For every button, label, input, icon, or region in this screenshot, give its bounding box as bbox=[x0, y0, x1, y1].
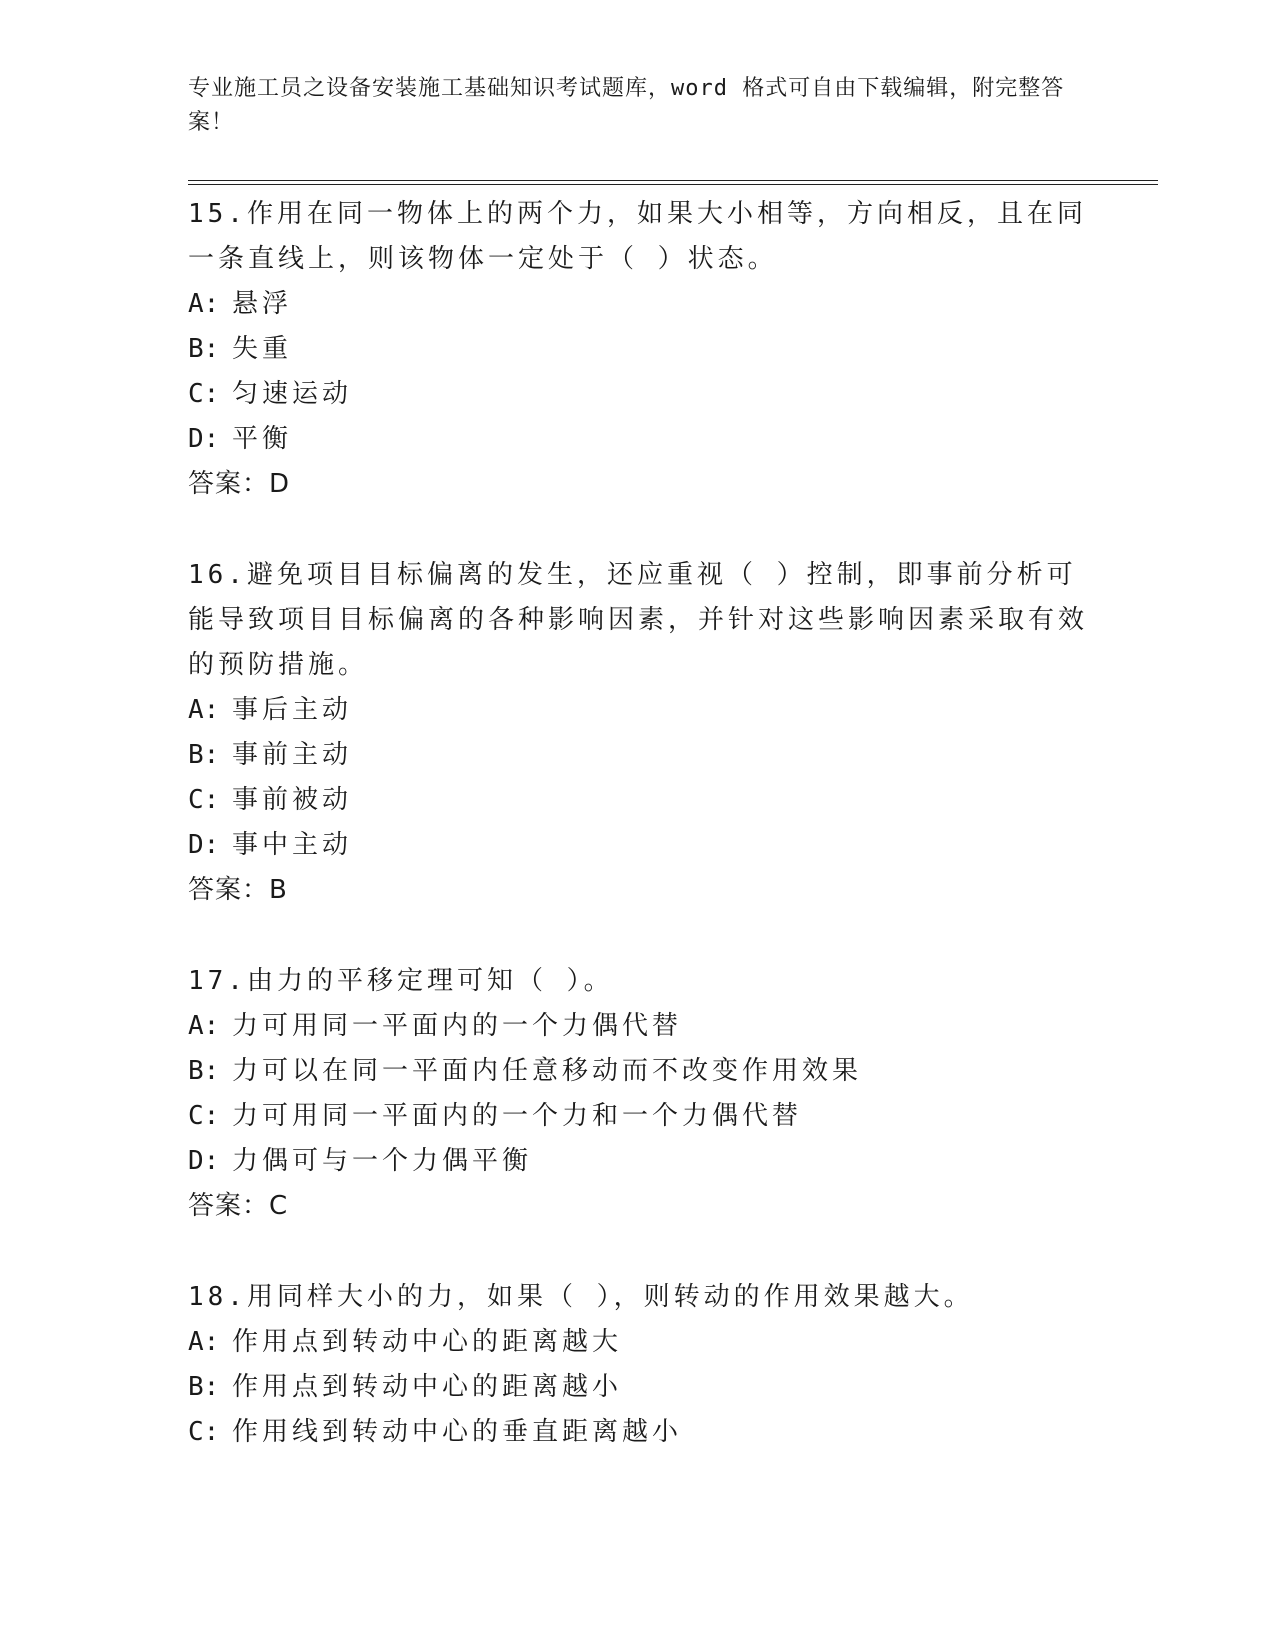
question-stem: 16.避免项目目标偏离的发生，还应重视（ ）控制，即事前分析可能导致项目目标偏离的各种影响因素，并针对这些影响因素采取有效的预防措施。 bbox=[188, 560, 1089, 680]
option-key: B: bbox=[188, 1372, 220, 1402]
option-d bbox=[188, 823, 1088, 868]
header-note: 专业施工员之设备安装施工基础知识考试题库，word 格式可自由下载编辑，附完整答案！ bbox=[188, 76, 1065, 135]
question-stem: 18.用同样大小的力，如果（ ），则转动的作用效果越大。 bbox=[188, 1282, 974, 1312]
option-c bbox=[188, 778, 1088, 823]
question-stem: 17.由力的平移定理可知（ ）。 bbox=[188, 966, 614, 996]
option-text: 力可用同一平面内的一个力和一个力偶代替 bbox=[232, 1101, 803, 1131]
option-key: D: bbox=[188, 830, 220, 860]
question-15 bbox=[188, 192, 1088, 507]
option-d bbox=[188, 1139, 1088, 1184]
answer-line: 答案：D bbox=[188, 469, 291, 499]
answer-line: 答案：B bbox=[188, 875, 288, 905]
option-text: 力偶可与一个力偶平衡 bbox=[232, 1146, 533, 1176]
option-key: B: bbox=[188, 334, 220, 364]
option-b bbox=[188, 733, 1088, 778]
question-stem: 15.作用在同一物体上的两个力，如果大小相等，方向相反，且在同一条直线上，则该物体一定处于（ ）状态。 bbox=[188, 199, 1087, 274]
option-key: D: bbox=[188, 1146, 220, 1176]
option-b bbox=[188, 327, 1088, 372]
option-key: B: bbox=[188, 1056, 220, 1086]
option-b bbox=[188, 1365, 1088, 1410]
option-text: 力可用同一平面内的一个力偶代替 bbox=[232, 1011, 683, 1041]
option-text: 失重 bbox=[232, 334, 293, 364]
option-text: 悬浮 bbox=[232, 289, 293, 319]
option-text: 事后主动 bbox=[232, 695, 353, 725]
option-c bbox=[188, 1094, 1088, 1139]
header-divider-top bbox=[188, 180, 1158, 181]
question-list bbox=[188, 192, 1088, 1501]
option-text: 作用点到转动中心的距离越小 bbox=[232, 1372, 623, 1402]
option-b bbox=[188, 1049, 1088, 1094]
option-a bbox=[188, 282, 1088, 327]
option-c bbox=[188, 1410, 1088, 1455]
option-text: 事中主动 bbox=[232, 830, 353, 860]
option-text: 事前主动 bbox=[232, 740, 353, 770]
option-a bbox=[188, 1320, 1088, 1365]
option-key: B: bbox=[188, 740, 220, 770]
option-text: 平衡 bbox=[232, 424, 293, 454]
option-a bbox=[188, 1004, 1088, 1049]
option-key: D: bbox=[188, 424, 220, 454]
header-divider-bottom bbox=[188, 184, 1158, 185]
option-key: C: bbox=[188, 1417, 220, 1447]
option-text: 匀速运动 bbox=[232, 379, 353, 409]
option-key: A: bbox=[188, 695, 220, 725]
option-key: A: bbox=[188, 1011, 220, 1041]
question-18 bbox=[188, 1275, 1088, 1455]
answer-line: 答案：C bbox=[188, 1191, 289, 1221]
option-text: 事前被动 bbox=[232, 785, 353, 815]
option-key: A: bbox=[188, 1327, 220, 1357]
option-c bbox=[188, 372, 1088, 417]
option-key: A: bbox=[188, 289, 220, 319]
option-key: C: bbox=[188, 379, 220, 409]
option-a bbox=[188, 688, 1088, 733]
option-key: C: bbox=[188, 1101, 220, 1131]
question-17 bbox=[188, 959, 1088, 1229]
option-key: C: bbox=[188, 785, 220, 815]
option-d bbox=[188, 417, 1088, 462]
option-text: 作用线到转动中心的垂直距离越小 bbox=[232, 1417, 683, 1447]
question-16 bbox=[188, 553, 1088, 913]
option-text: 作用点到转动中心的距离越大 bbox=[232, 1327, 623, 1357]
option-text: 力可以在同一平面内任意移动而不改变作用效果 bbox=[232, 1056, 863, 1086]
